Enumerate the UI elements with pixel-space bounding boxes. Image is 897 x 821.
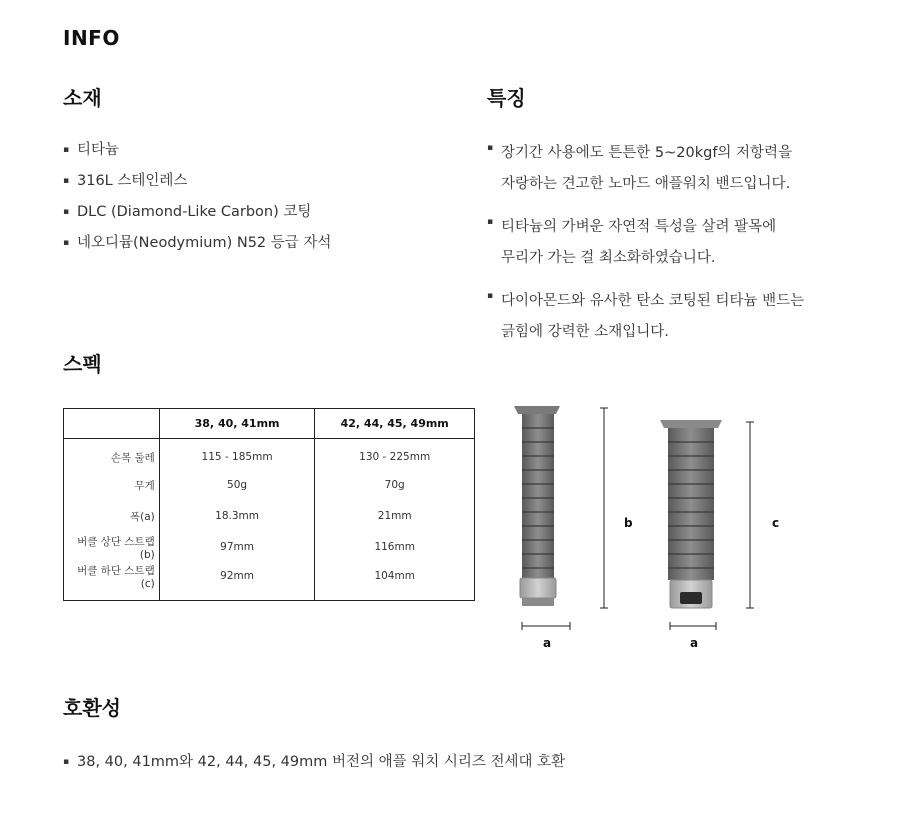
- band-illustration: [500, 400, 800, 660]
- band-lower-strap: [660, 420, 754, 630]
- spec-table: [63, 408, 475, 601]
- table-cell: 21mm: [315, 501, 475, 532]
- table-row: [64, 470, 475, 501]
- feature-line: ▪ 장기간 사용에도 튼튼한 5~20kgf의 저항력을: [501, 145, 793, 161]
- table-header-cell: 42, 44, 45, 49mm: [315, 409, 475, 439]
- compatibility-heading: 호환성: [63, 696, 121, 720]
- table-cell: 70g: [315, 470, 475, 501]
- feature-line: 자랑하는 견고한 노마드 애플워치 밴드입니다.: [501, 176, 791, 192]
- dimension-label-a: a: [690, 636, 699, 650]
- list-item: ▪ 티타늄: [63, 140, 443, 160]
- table-header-row: [64, 409, 475, 439]
- dimension-label-a: a: [543, 636, 552, 650]
- compatibility-list: [63, 752, 863, 772]
- table-header-cell: [64, 409, 160, 439]
- table-cell: 115 - 185mm: [159, 439, 315, 470]
- table-cell: 130 - 225mm: [315, 439, 475, 470]
- table-header-cell: 38, 40, 41mm: [159, 409, 315, 439]
- feature-line: ▪ 다이아몬드와 유사한 탄소 코팅된 티타늄 밴드는: [501, 293, 805, 309]
- materials-list: [63, 140, 443, 264]
- dimension-label-b: b: [624, 516, 633, 530]
- table-cell: 116mm: [315, 532, 475, 563]
- list-item: ▪ 네오디뮴(Neodymium) N52 등급 자석: [63, 233, 443, 253]
- table-row: [64, 501, 475, 532]
- feature-line: 무리가 가는 걸 최소화하였습니다.: [501, 250, 716, 266]
- band-upper-strap: [514, 406, 608, 630]
- list-item: ▪ DLC (Diamond-Like Carbon) 코팅: [63, 202, 443, 222]
- table-cell: 폭(a): [129, 510, 155, 523]
- info-heading: INFO: [63, 26, 120, 50]
- table-cell: 손목 둘레: [110, 451, 155, 464]
- table-cell: 버클 하단 스트랩(c): [77, 564, 155, 590]
- band-dimension-figure: [500, 400, 800, 660]
- table-row: [64, 439, 475, 470]
- table-cell: 18.3mm: [159, 501, 315, 532]
- list-item: ▪ 38, 40, 41mm와 42, 44, 45, 49mm 버전의 애플 워치 시리즈 전세대 호환: [63, 752, 863, 772]
- feature-line: ▪ 티타늄의 가벼운 자연적 특성을 살려 팔목에: [501, 219, 777, 235]
- feature-line: 긁힘에 강력한 소재입니다.: [501, 324, 669, 340]
- table-cell: 97mm: [159, 532, 315, 563]
- features-heading: 특징: [487, 86, 526, 110]
- table-cell: 50g: [159, 470, 315, 501]
- list-item: ▪ 316L 스테인레스: [63, 171, 443, 191]
- table-cell: 92mm: [159, 563, 315, 601]
- list-item: [487, 138, 887, 200]
- table-cell: 104mm: [315, 563, 475, 601]
- materials-heading: 소재: [63, 86, 102, 110]
- dimension-label-c: c: [772, 516, 780, 530]
- list-item: [487, 212, 887, 274]
- features-list: [487, 138, 887, 360]
- table-cell: 무게: [134, 479, 155, 492]
- table-row: [64, 563, 475, 601]
- table-cell: 버클 상단 스트랩(b): [77, 535, 155, 561]
- spec-heading: 스펙: [63, 352, 102, 376]
- table-row: [64, 532, 475, 563]
- list-item: [487, 286, 887, 348]
